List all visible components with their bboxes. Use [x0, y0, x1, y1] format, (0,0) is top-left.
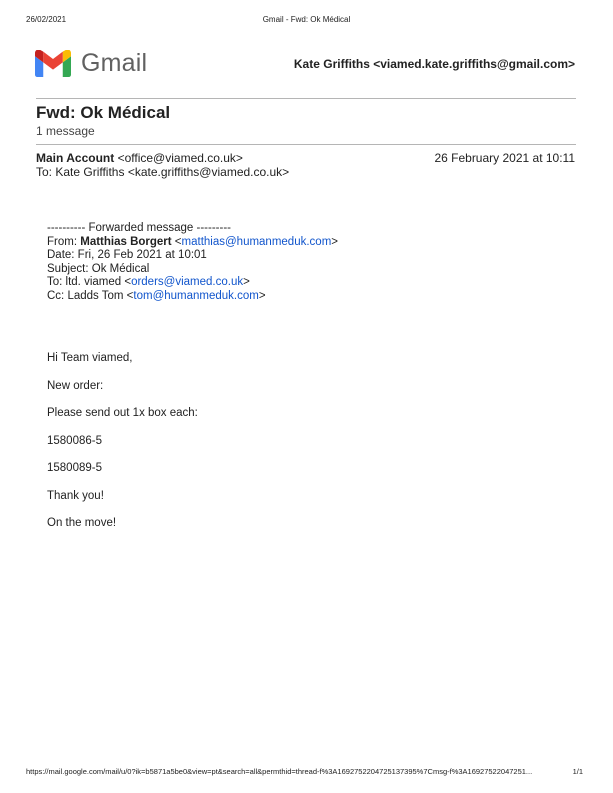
forward-to: To: ltd. viamed <orders@viamed.co.uk> [47, 276, 250, 288]
message-body [47, 222, 567, 545]
gmail-m-icon [35, 50, 71, 77]
greeting: Hi Team viamed, [47, 352, 133, 364]
forward-cc: Cc: Ladds Tom <tom@humanmeduk.com> [47, 289, 266, 302]
recipient-line: To: Kate Griffiths <kate.griffiths@viamed.co.uk> [36, 165, 290, 179]
thread-subject: Fwd: Ok Médical [36, 103, 171, 122]
forward-from: From: Matthias Borgert <matthias@humanmeduk.com> [47, 235, 338, 248]
forward-date: Date: Fri, 26 Feb 2021 at 10:01 [47, 249, 207, 261]
message-count: 1 message [36, 124, 95, 138]
sender-name: Main Account [36, 151, 115, 165]
sender-email: <office@viamed.co.uk> [117, 151, 243, 165]
print-title: Gmail - Fwd: Ok Médical [262, 15, 351, 24]
product-code: 1580086-5 [47, 434, 102, 447]
account-name: Kate Griffiths <viamed.kate.griffiths@gmail.com> [293, 57, 575, 71]
print-date: 26/02/2021 [26, 15, 67, 24]
body-line: Thank you! [47, 489, 104, 502]
forward-marker: ---------- Forwarded message --------- [47, 222, 231, 234]
forward-cc-email-link[interactable]: tom@humanmeduk.com [133, 289, 259, 302]
signature-line: On the move! [47, 517, 117, 529]
forward-subject: Subject: Ok Médical [47, 262, 150, 275]
subject-divider [36, 144, 576, 145]
forward-to-email-link[interactable]: orders@viamed.co.uk [131, 276, 244, 288]
forward-from-email-link[interactable]: matthias@humanmeduk.com [181, 235, 332, 248]
forward-from-name: Matthias Borgert [80, 235, 172, 248]
page-number: 1/1 [572, 767, 583, 776]
product-code: 1580089-5 [47, 462, 102, 474]
gmail-logo [35, 47, 147, 79]
gmail-wordmark: Gmail [81, 48, 148, 77]
header-divider [36, 98, 576, 99]
body-line: New order: [47, 379, 104, 392]
sent-date: 26 February 2021 at 10:11 [434, 151, 575, 165]
sender-line [36, 151, 243, 165]
footer-url: https://mail.google.com/mail/u/0?ik=b5871a5be0&view=pt&search=all&permthid=thread-f%3A1692752204725137395%7Cmsg-f%3A16927522047251... [26, 767, 533, 776]
body-line: Please send out 1x box each: [47, 407, 198, 419]
